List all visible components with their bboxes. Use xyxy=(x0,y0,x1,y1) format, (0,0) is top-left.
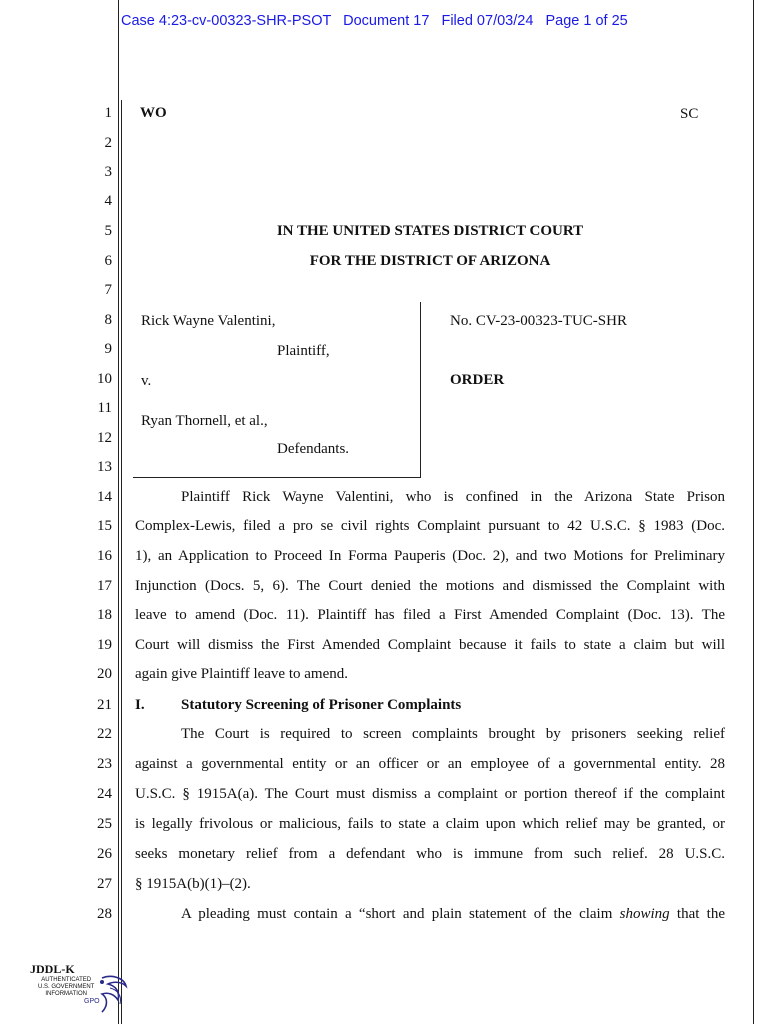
defendant-name: Ryan Thornell, et al., xyxy=(141,413,268,429)
text-line: Plaintiff Rick Wayne Valentini, who is confined in the Arizona State Prison xyxy=(181,489,725,505)
plaintiff-name: Rick Wayne Valentini, xyxy=(141,313,276,329)
line-number: 16 xyxy=(97,548,112,564)
line-number: 6 xyxy=(104,253,112,269)
line-number: 13 xyxy=(97,459,112,475)
left-margin-rule-inner xyxy=(121,100,122,1024)
line-number: 26 xyxy=(97,846,112,862)
text-line: Court will dismiss the First Amended Complaint because it fails to state a claim but will xyxy=(135,637,725,653)
gpo-line: U.S. GOVERNMENT xyxy=(38,984,95,990)
text-line: U.S.C. § 1915A(a). The Court must dismiss a complaint or portion thereof if the complaint xyxy=(135,786,725,802)
text-line: is legally frivolous or malicious, fails to state a claim upon which relief may be granted, or xyxy=(135,816,725,832)
text-span: A pleading must contain a “short and plain statement of the claim xyxy=(181,906,620,922)
text-line: seeks monetary relief from a defendant who is immune from such relief. 28 U.S.C. xyxy=(135,846,725,862)
caption-divider-horizontal xyxy=(133,477,421,478)
line-number: 21 xyxy=(97,697,112,713)
right-margin-rule xyxy=(753,0,754,1024)
footer-identifier: JDDL-K xyxy=(30,962,75,976)
line-number: 23 xyxy=(97,756,112,772)
versus: v. xyxy=(141,373,152,389)
gpo-wordmark: GPO xyxy=(84,998,100,1005)
line-number: 19 xyxy=(97,637,112,653)
line-number: 12 xyxy=(97,430,112,446)
judge-code-left: WO xyxy=(140,105,167,121)
text-line: again give Plaintiff leave to amend. xyxy=(135,666,348,682)
court-district: FOR THE DISTRICT OF ARIZONA xyxy=(309,253,551,269)
gpo-line: AUTHENTICATED xyxy=(41,977,92,983)
text-line: against a governmental entity or an officer or an employee of a governmental entity. 28 xyxy=(135,756,725,772)
line-number: 25 xyxy=(97,816,112,832)
line-number: 1 xyxy=(104,105,112,121)
document-title: ORDER xyxy=(450,372,505,388)
section-title: Statutory Screening of Prisoner Complaints xyxy=(181,697,462,713)
line-number: 28 xyxy=(97,906,112,922)
line-number: 24 xyxy=(97,786,112,802)
text-line: leave to amend (Doc. 11). Plaintiff has filed a First Amended Complaint (Doc. 13). The xyxy=(135,607,725,623)
line-number: 11 xyxy=(97,400,112,416)
defendant-role: Defendants. xyxy=(277,441,350,457)
left-margin-rule xyxy=(118,0,119,1024)
line-number: 18 xyxy=(97,607,112,623)
caption-divider-vertical xyxy=(420,302,421,478)
judge-code-right: SC xyxy=(680,106,699,122)
line-number: 20 xyxy=(97,666,112,682)
plaintiff-role: Plaintiff, xyxy=(277,343,330,359)
gpo-eagle-logo-icon xyxy=(72,972,130,1025)
text-line: Complex-Lewis, filed a pro se civil rights Complaint pursuant to 42 U.S.C. § 1983 (Doc. xyxy=(135,518,725,534)
line-number: 22 xyxy=(97,726,112,742)
line-number: 4 xyxy=(104,193,112,209)
court-name: IN THE UNITED STATES DISTRICT COURT xyxy=(276,223,584,239)
line-number: 3 xyxy=(104,164,112,180)
line-number: 27 xyxy=(97,876,112,892)
line-number: 8 xyxy=(104,312,112,328)
case-header-stamp: Case 4:23-cv-00323-SHR-PSOT Document 17 Filed 07/03/24 Page 1 of 25 xyxy=(121,13,628,29)
line-number: 7 xyxy=(104,282,112,298)
text-line: 1), an Application to Proceed In Forma Pauperis (Doc. 2), and two Motions for Preliminary xyxy=(135,548,725,564)
case-number: No. CV-23-00323-TUC-SHR xyxy=(450,313,627,329)
line-number: 2 xyxy=(104,135,112,151)
text-line: § 1915A(b)(1)–(2). xyxy=(135,876,251,892)
text-span: that the xyxy=(669,906,725,922)
paragraph-pleading-line xyxy=(135,905,725,923)
line-number: 5 xyxy=(104,223,112,239)
line-number: 17 xyxy=(97,578,112,594)
section-number: I. xyxy=(135,697,145,713)
line-number: 9 xyxy=(104,341,112,357)
line-number: 15 xyxy=(97,518,112,534)
gpo-line: INFORMATION xyxy=(45,991,87,997)
line-number: 14 xyxy=(97,489,112,505)
text-line: Injunction (Docs. 5, 6). The Court denied the motions and dismissed the Complaint with xyxy=(135,578,725,594)
text-line: The Court is required to screen complaints brought by prisoners seeking relief xyxy=(181,726,725,742)
line-number: 10 xyxy=(97,371,112,387)
text-emphasis: showing xyxy=(619,906,670,922)
